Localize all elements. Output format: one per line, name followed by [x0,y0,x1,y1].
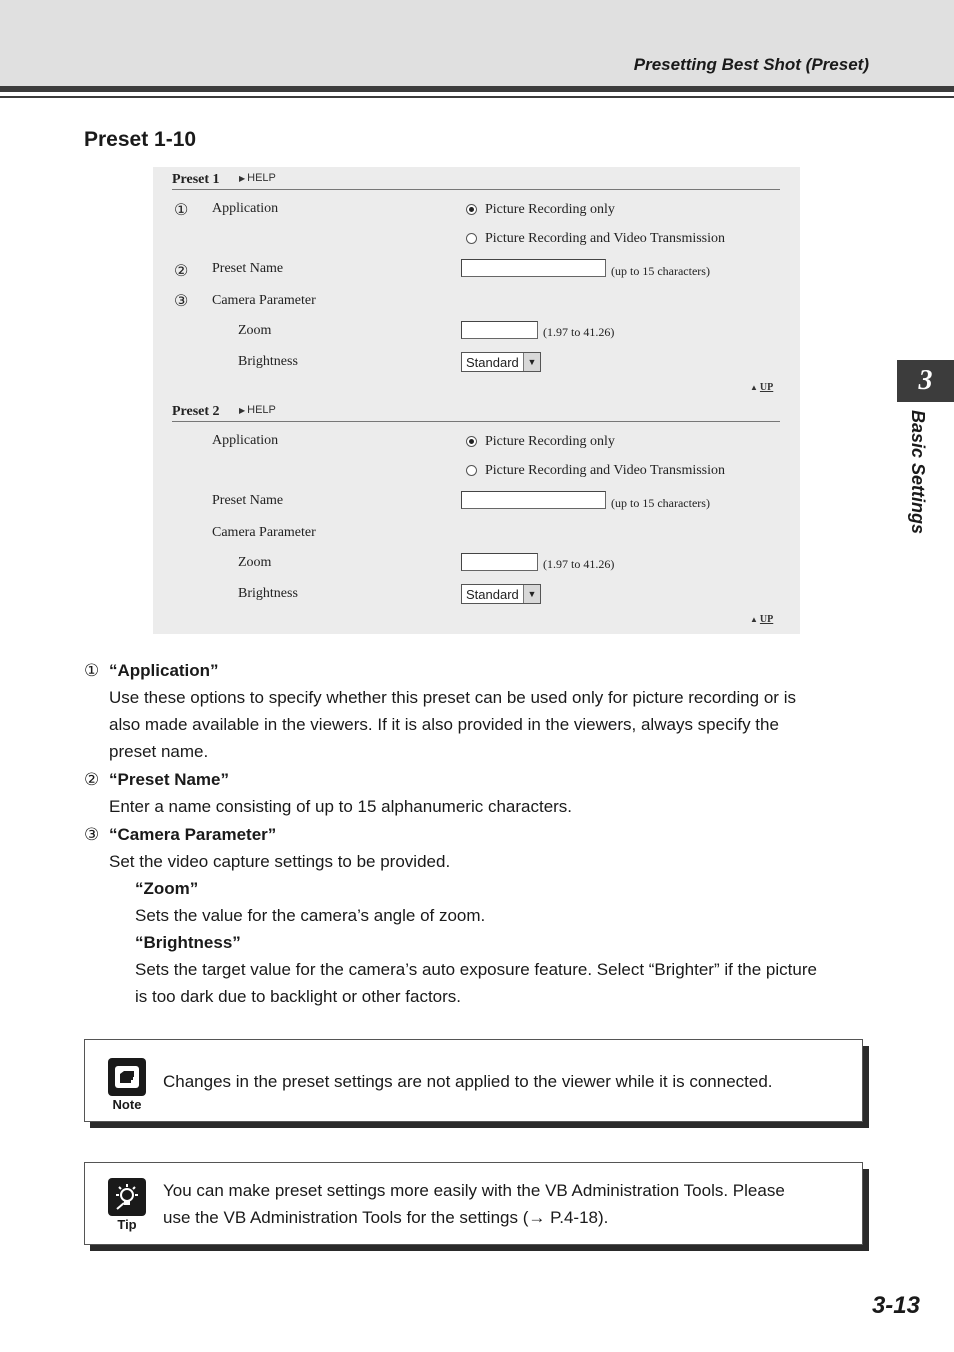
up-link[interactable] [750,382,773,393]
preset-1-title: Preset 1 [172,172,220,187]
radio-picture-video-label: Picture Recording and Video Transmission [485,463,726,478]
description-body-line: Set the video capture settings to be provided. [109,852,451,871]
preset-name-input[interactable] [461,491,606,509]
tip-icon-wrap [105,1178,149,1232]
preset-name-label: Preset Name [212,493,284,508]
tip-box [84,1162,863,1245]
header-title: Presetting Best Shot (Preset) [633,55,869,74]
preset-2-rule [172,421,780,422]
application-label: Application [212,201,279,216]
tip-text-line: use the VB Administration Tools for the settings (→ P.4-18). [163,1208,609,1227]
preset-name-input[interactable] [461,259,606,277]
radio-picture-only[interactable] [466,204,477,215]
arrow-up-icon: ▲ [750,615,758,624]
description-body-line: Enter a name consisting of up to 15 alphanumeric characters. [109,797,573,816]
help-link-label: HELP [247,404,276,416]
arrow-right-icon: ▶ [239,174,246,183]
description-preset-name [84,766,869,820]
brightness-label: Brightness [238,354,298,369]
radio-picture-only[interactable] [466,436,477,447]
tip-text-line: You can make preset settings more easily with the VB Administration Tools. Please [163,1181,785,1200]
note-box [84,1039,863,1122]
preset-1-rule [172,189,780,190]
description-subbody-zoom: Sets the value for the camera’s angle of zoom. [135,906,486,925]
zoom-hint: (1.97 to 41.26) [543,325,615,339]
brightness-select-value: Standard [466,587,519,602]
chapter-side-label-text: Basic Settings [908,410,928,535]
radio-picture-only-label: Picture Recording only [485,434,615,449]
note-text: Changes in the preset settings are not applied to the viewer while it is connected. [163,1072,773,1091]
chapter-number: 3 [918,365,933,396]
dropdown-arrow-icon: ▼ [523,585,540,603]
application-label: Application [212,433,279,448]
brightness-label: Brightness [238,586,298,601]
camera-parameter-label: Camera Parameter [212,525,316,540]
description-application [84,657,869,767]
radio-picture-only-label: Picture Recording only [485,202,615,217]
chapter-tab [897,360,954,402]
description-body-line: Use these options to specify whether this preset can be used only for picture recording or is [109,688,796,707]
preset-name-hint: (up to 15 characters) [611,496,710,510]
zoom-input[interactable] [461,553,538,571]
dropdown-arrow-icon: ▼ [523,353,540,371]
preset-1-help-link[interactable] [239,172,276,184]
preset-2-title: Preset 2 [172,404,220,419]
arrow-up-icon: ▲ [750,383,758,392]
preset-settings-panel [153,167,800,634]
up-link-label: UP [759,614,774,625]
camera-parameter-label: Camera Parameter [212,293,316,308]
arrow-right-icon: ▶ [239,406,246,415]
page-number: 3-13 [871,1292,920,1319]
marker-1: ① [174,202,189,219]
description-marker-2: ② [84,770,100,789]
preset-name-hint: (up to 15 characters) [611,264,710,278]
chapter-side-label [904,410,930,560]
radio-picture-video[interactable] [466,465,477,476]
up-link[interactable] [750,614,773,625]
brightness-select[interactable] [461,352,541,372]
description-term: “Application” [109,661,219,680]
brightness-select[interactable] [461,584,541,604]
radio-picture-video[interactable] [466,233,477,244]
zoom-label: Zoom [238,555,272,570]
description-subbody-brightness: Sets the target value for the camera’s auto exposure feature. Select “Brighter” if the picture [135,960,817,979]
description-term: “Camera Parameter” [109,825,277,844]
preset-name-label: Preset Name [212,261,284,276]
description-camera-parameter [84,821,869,1011]
preset-2-help-link[interactable] [239,404,276,416]
description-marker-3: ③ [84,825,100,844]
radio-picture-video-label: Picture Recording and Video Transmission [485,231,726,246]
header-rule-thin [0,96,954,98]
description-term: “Preset Name” [109,770,230,789]
zoom-label: Zoom [238,323,272,338]
description-body-line: also made available in the viewers. If it is also provided in the viewers, always specify the [109,715,779,734]
description-body-line: preset name. [109,742,209,761]
zoom-hint: (1.97 to 41.26) [543,557,615,571]
note-hand-icon [108,1058,146,1096]
note-icon-wrap [105,1058,149,1112]
help-link-label: HELP [247,172,276,184]
description-subterm-zoom: “Zoom” [135,879,199,898]
description-subterm-brightness: “Brightness” [135,933,241,952]
section-heading: Preset 1-10 [84,128,197,151]
marker-3: ③ [174,293,189,310]
tip-caption: Tip [117,1217,137,1232]
up-link-label: UP [759,382,774,393]
description-subbody-brightness: is too dark due to backlight or other factors. [135,987,462,1006]
marker-2: ② [174,263,189,280]
brightness-select-value: Standard [466,355,519,370]
description-marker-1: ① [84,661,100,680]
note-caption: Note [112,1097,142,1112]
tip-lightbulb-icon [108,1178,146,1216]
header-rule [0,86,954,92]
zoom-input[interactable] [461,321,538,339]
